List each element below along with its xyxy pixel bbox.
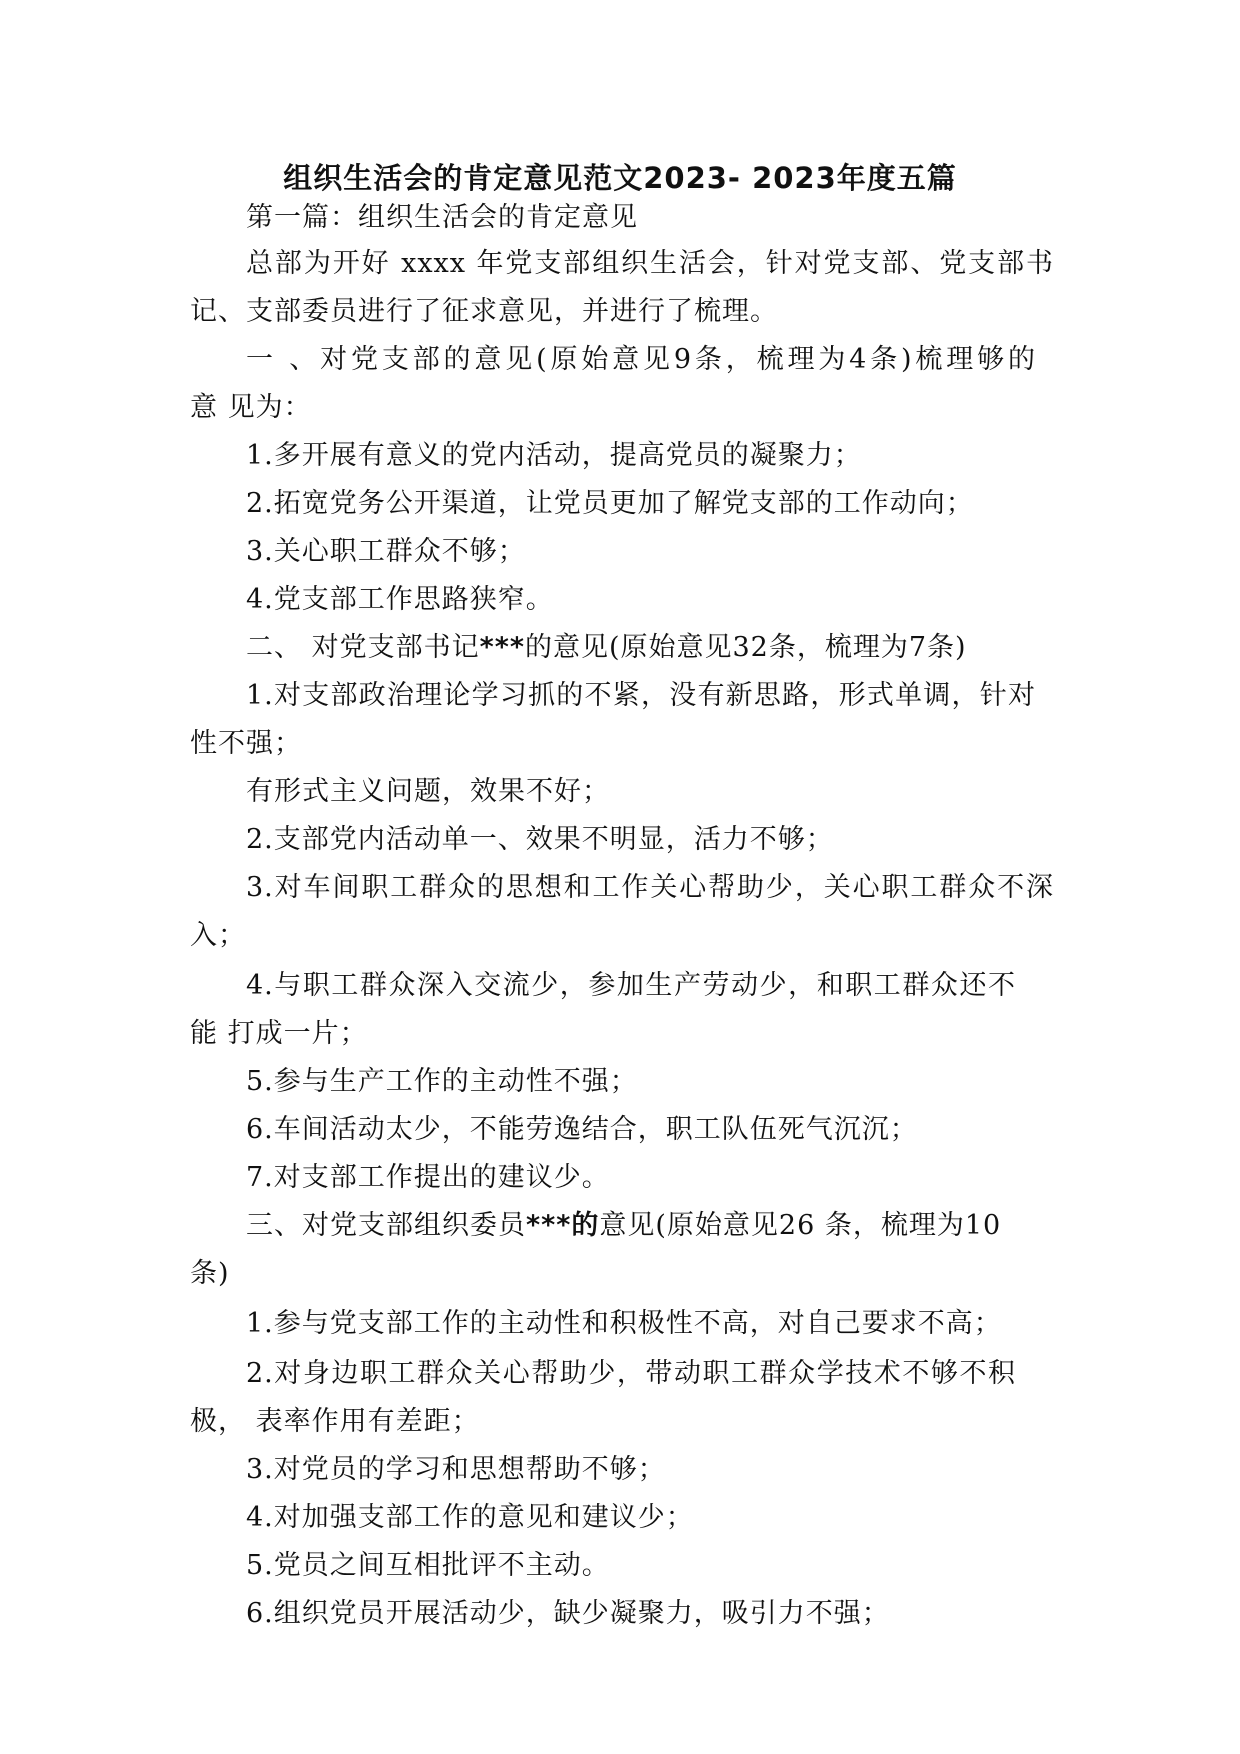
section-heading-two bbox=[246, 630, 967, 666]
heading-text: 的意见(原始意见32条，梳理为7条) bbox=[524, 632, 967, 663]
section-heading-one: 一 、对党支部的意见(原始意见9条，梳理为4条)梳理够的 bbox=[246, 344, 1036, 375]
paragraph-line: 入； bbox=[190, 920, 246, 951]
list-item: 4.党支部工作思路狭窄。 bbox=[246, 584, 554, 615]
list-item: 1.多开展有意义的党内活动，提高党员的凝聚力； bbox=[246, 440, 862, 471]
list-item: 1.参与党支部工作的主动性和积极性不高，对自己要求不高； bbox=[246, 1308, 1002, 1339]
paragraph-line: 能 打成一片； bbox=[190, 1018, 368, 1049]
list-item: 4.对加强支部工作的意见和建议少； bbox=[246, 1502, 694, 1533]
list-item: 3.对车间职工群众的思想和工作关心帮助少，关心职工群众不深 bbox=[246, 872, 1054, 903]
redacted-name: *** bbox=[479, 632, 525, 663]
heading-text: 三、对党支部组织委员 bbox=[246, 1210, 526, 1241]
heading-text: 二、 对党支部书记 bbox=[246, 632, 480, 663]
paragraph-line: 条) bbox=[190, 1258, 230, 1289]
list-item: 3.关心职工群众不够； bbox=[246, 536, 526, 567]
paragraph-line: 意 见为： bbox=[190, 392, 312, 423]
list-item: 6.车间活动太少，不能劳逸结合，职工队伍死气沉沉； bbox=[246, 1114, 918, 1145]
heading-text: 意见(原始意见26 条，梳理为10 bbox=[599, 1210, 1002, 1241]
list-item: 4.与职工群众深入交流少，参加生产劳动少，和职工群众还不 bbox=[246, 970, 1016, 1001]
redacted-name: ***的 bbox=[526, 1210, 600, 1241]
list-item: 7.对支部工作提出的建议少。 bbox=[246, 1162, 610, 1193]
section-heading-three bbox=[246, 1208, 1001, 1244]
paragraph-line: 性不强； bbox=[190, 728, 302, 759]
list-item: 1.对支部政治理论学习抓的不紧，没有新思路，形式单调，针对 bbox=[246, 680, 1036, 711]
list-item: 2.对身边职工群众关心帮助少，带动职工群众学技术不够不积 bbox=[246, 1358, 1016, 1389]
list-item: 2.拓宽党务公开渠道，让党员更加了解党支部的工作动向； bbox=[246, 488, 974, 519]
paragraph-line: 总部为开好 xxxx 年党支部组织生活会，针对党支部、党支部书 bbox=[246, 248, 1054, 279]
list-item: 3.对党员的学习和思想帮助不够； bbox=[246, 1454, 666, 1485]
list-item: 2.支部党内活动单一、效果不明显，活力不够； bbox=[246, 824, 834, 855]
list-item: 5.党员之间互相批评不主动。 bbox=[246, 1550, 610, 1581]
paragraph-line: 极， 表率作用有差距； bbox=[190, 1406, 480, 1437]
paragraph-line: 记、支部委员进行了征求意见，并进行了梳理。 bbox=[190, 296, 778, 327]
document-title: 组织生活会的肯定意见范文2023- 2023年度五篇 bbox=[283, 161, 957, 195]
list-item: 5.参与生产工作的主动性不强； bbox=[246, 1066, 638, 1097]
section-heading-first: 第一篇：组织生活会的肯定意见 bbox=[246, 202, 638, 233]
paragraph-line: 有形式主义问题，效果不好； bbox=[246, 776, 610, 807]
list-item: 6.组织党员开展活动少，缺少凝聚力，吸引力不强； bbox=[246, 1598, 890, 1629]
